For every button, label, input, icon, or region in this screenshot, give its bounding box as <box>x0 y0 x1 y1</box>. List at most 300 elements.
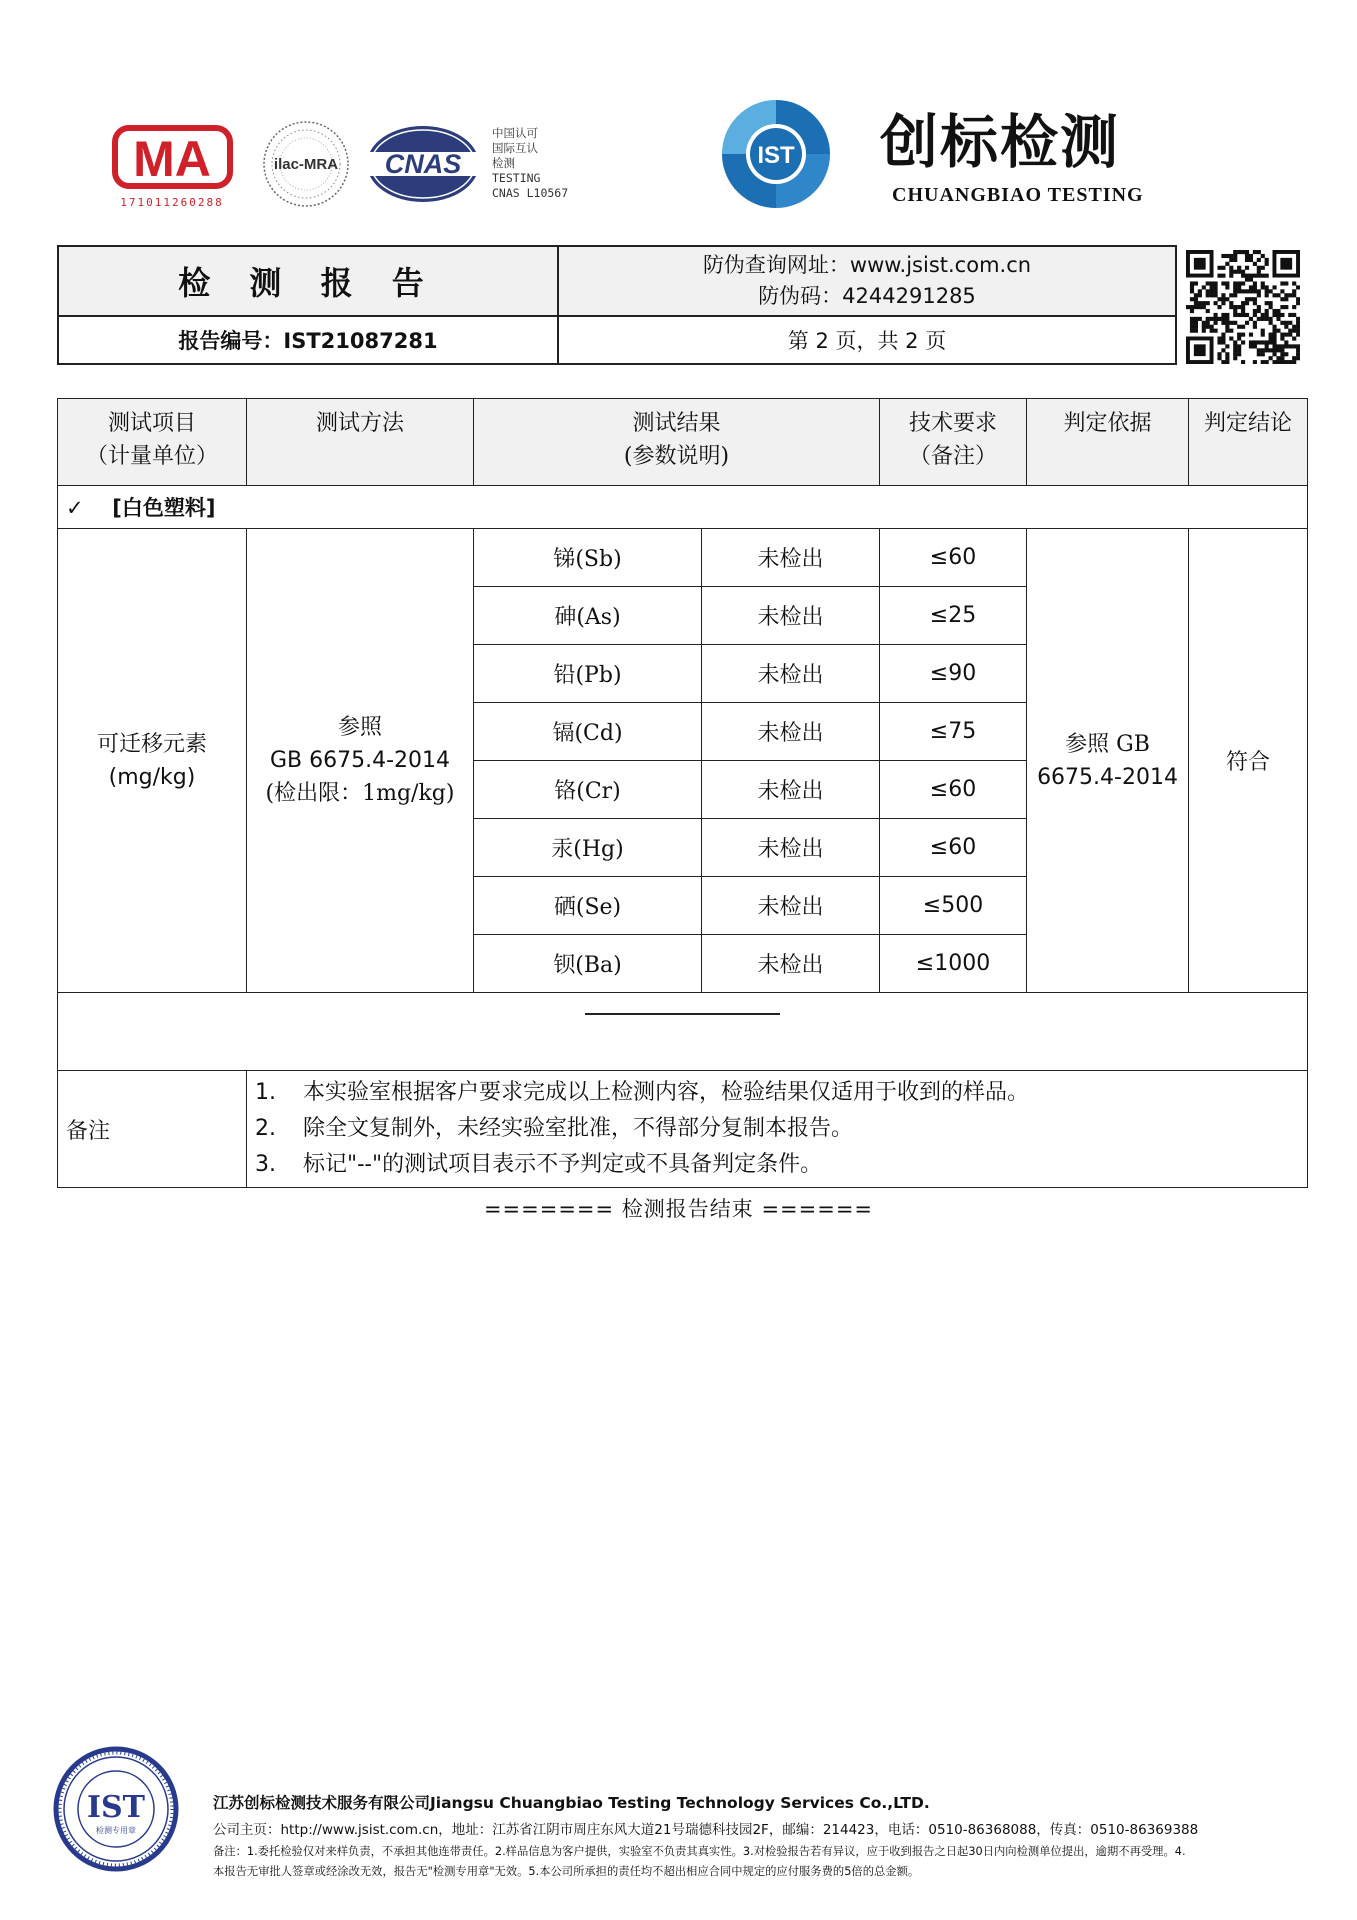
qr-module <box>1292 325 1296 329</box>
qr-module <box>1265 313 1269 317</box>
separator-cell <box>58 993 1308 1071</box>
footer-disclaimer-2: 本报告无审批人签章或经涂改无效，报告无"检测专用章"无效。5.本公司所承担的责任均不超出相应合同中规定的应付服务费的5倍的总金额。 <box>213 1865 920 1878</box>
qr-module <box>1257 250 1261 254</box>
qr-module <box>1284 333 1288 337</box>
qr-module <box>1241 313 1245 317</box>
qr-module <box>1257 340 1261 344</box>
qr-module <box>1210 293 1214 297</box>
qr-module <box>1253 325 1257 329</box>
qr-module <box>1276 356 1280 360</box>
qr-module <box>1194 305 1198 309</box>
result-cell: 未检出 <box>702 819 880 877</box>
qr-module <box>1288 313 1292 317</box>
element-cell: 锑(Sb) <box>474 529 702 587</box>
ist-logo-text: IST <box>757 142 795 169</box>
qr-module <box>1237 289 1241 293</box>
qr-module <box>1229 254 1233 258</box>
element-cell: 铅(Pb) <box>474 645 702 703</box>
category-label <box>58 486 1308 529</box>
qr-module <box>1269 301 1273 305</box>
qr-module <box>1288 293 1292 297</box>
qr-module <box>1249 278 1253 282</box>
qr-module <box>1233 281 1237 285</box>
element-cell: 钡(Ba) <box>474 935 702 993</box>
qr-module <box>1284 321 1288 325</box>
element-cell: 硒(Se) <box>474 877 702 935</box>
footer-contact: 公司主页：http://www.jsist.com.cn，地址：江苏省江阴市周庄东风大道21号瑞德科技园2F，邮编：214423，电话：0510-86368088，传真：0510-86369388 <box>213 1822 1199 1838</box>
qr-module <box>1241 270 1245 274</box>
qr-module <box>1233 309 1237 313</box>
element-cell: 镉(Cd) <box>474 703 702 761</box>
qr-module <box>1237 266 1241 270</box>
qr-module <box>1257 270 1261 274</box>
qr-module <box>1217 352 1221 356</box>
qr-module <box>1225 254 1229 258</box>
qr-module <box>1214 317 1218 321</box>
qr-module <box>1225 281 1229 285</box>
qr-module <box>1249 344 1253 348</box>
qr-module <box>1229 258 1233 262</box>
qr-module <box>1229 301 1233 305</box>
qr-module <box>1257 305 1261 309</box>
header-requirement: 技术要求 （备注） <box>880 399 1027 486</box>
qr-module <box>1261 313 1265 317</box>
qr-module <box>1214 281 1218 285</box>
qr-module <box>1249 254 1253 258</box>
qr-module <box>1296 344 1300 348</box>
qr-module <box>1194 321 1198 325</box>
qr-module <box>1229 266 1233 270</box>
qr-module <box>1292 360 1296 364</box>
cnas-logo <box>363 122 483 207</box>
qr-module <box>1272 333 1276 337</box>
qr-module <box>1280 352 1284 356</box>
qr-module <box>1225 360 1229 364</box>
qr-module <box>1261 333 1265 337</box>
qr-module <box>1221 348 1225 352</box>
qr-module <box>1261 352 1265 356</box>
blank-row <box>58 993 1308 1071</box>
qr-module <box>1186 305 1190 309</box>
qr-module <box>1253 297 1257 301</box>
qr-module <box>1284 325 1288 329</box>
qr-module <box>1245 258 1249 262</box>
qr-module <box>1206 317 1210 321</box>
qr-module <box>1253 344 1257 348</box>
requirement-cell: ≤500 <box>880 877 1027 935</box>
note-item: 2. 除全文复制外，未经实验室批准，不得部分复制本报告。 <box>255 1116 854 1141</box>
qr-finder <box>1280 258 1292 270</box>
report-header-box <box>57 245 1177 365</box>
qr-module <box>1245 278 1249 282</box>
qr-module <box>1237 352 1241 356</box>
qr-module <box>1249 289 1253 293</box>
qr-module <box>1241 340 1245 344</box>
report-number: 报告编号：IST21087281 <box>59 317 559 363</box>
qr-module <box>1221 281 1225 285</box>
qr-module <box>1190 317 1194 321</box>
qr-module <box>1237 313 1241 317</box>
table-row <box>58 529 1308 587</box>
qr-module <box>1233 344 1237 348</box>
qr-module <box>1249 333 1253 337</box>
qr-module <box>1206 309 1210 313</box>
qr-module <box>1225 325 1229 329</box>
qr-module <box>1202 301 1206 305</box>
qr-module <box>1296 329 1300 333</box>
conclusion-cell: 符合 <box>1189 529 1308 993</box>
qr-module <box>1276 329 1280 333</box>
qr-module <box>1221 301 1225 305</box>
qr-module <box>1284 344 1288 348</box>
qr-module <box>1257 266 1261 270</box>
footer-company: 江苏创标检测技术服务有限公司Jiangsu Chuangbiao Testing Technology Services Co.,LTD. <box>213 1794 930 1812</box>
qr-module <box>1198 301 1202 305</box>
notes-list <box>247 1071 1308 1188</box>
requirement-cell: ≤90 <box>880 645 1027 703</box>
qr-module <box>1202 329 1206 333</box>
qr-module <box>1217 274 1221 278</box>
qr-module <box>1269 305 1273 309</box>
qr-module <box>1237 250 1241 254</box>
qr-module <box>1265 348 1269 352</box>
qr-module <box>1214 313 1218 317</box>
qr-module <box>1272 336 1276 340</box>
qr-module <box>1198 305 1202 309</box>
qr-module <box>1245 321 1249 325</box>
qr-module <box>1202 325 1206 329</box>
qr-module <box>1292 305 1296 309</box>
qr-module <box>1292 356 1296 360</box>
requirement-cell: ≤60 <box>880 819 1027 877</box>
header-conclusion: 判定结论 <box>1189 399 1308 486</box>
qr-module <box>1257 258 1261 262</box>
qr-module <box>1190 297 1194 301</box>
qr-module <box>1257 293 1261 297</box>
qr-module <box>1237 348 1241 352</box>
results-table <box>57 398 1308 1188</box>
qr-module <box>1284 352 1288 356</box>
qr-module <box>1253 285 1257 289</box>
qr-module <box>1265 289 1269 293</box>
qr-module <box>1280 336 1284 340</box>
header-basis: 判定依据 <box>1027 399 1189 486</box>
qr-module <box>1272 340 1276 344</box>
qr-module <box>1280 333 1284 337</box>
qr-module <box>1253 262 1257 266</box>
qr-module <box>1190 281 1194 285</box>
requirement-cell: ≤1000 <box>880 935 1027 993</box>
ist-seal-icon <box>52 1745 180 1873</box>
qr-module <box>1249 340 1253 344</box>
qr-module <box>1284 360 1288 364</box>
qr-module <box>1253 250 1257 254</box>
qr-module <box>1296 301 1300 305</box>
qr-module <box>1249 297 1253 301</box>
qr-module <box>1280 321 1284 325</box>
qr-module <box>1261 266 1265 270</box>
qr-module <box>1269 348 1273 352</box>
qr-module <box>1257 352 1261 356</box>
qr-module <box>1221 340 1225 344</box>
qr-module <box>1265 317 1269 321</box>
qr-module <box>1233 313 1237 317</box>
verify-url: 防伪查询网址：www.jsist.com.cn <box>702 253 1032 277</box>
qr-module <box>1276 360 1280 364</box>
qr-module <box>1269 321 1273 325</box>
anti-counterfeit-info <box>559 247 1175 317</box>
qr-module <box>1276 344 1280 348</box>
qr-module <box>1225 356 1229 360</box>
qr-module <box>1214 321 1218 325</box>
qr-module <box>1292 336 1296 340</box>
requirement-cell: ≤25 <box>880 587 1027 645</box>
qr-module <box>1225 352 1229 356</box>
qr-module <box>1280 281 1284 285</box>
notes-row <box>58 1071 1308 1188</box>
qr-module <box>1284 297 1288 301</box>
qr-module <box>1261 317 1265 321</box>
qr-module <box>1253 309 1257 313</box>
qr-module <box>1249 274 1253 278</box>
qr-module <box>1245 266 1249 270</box>
qr-module <box>1190 305 1194 309</box>
qr-module <box>1245 289 1249 293</box>
qr-module <box>1233 250 1237 254</box>
qr-module <box>1296 348 1300 352</box>
qr-module <box>1221 274 1225 278</box>
qr-module <box>1190 325 1194 329</box>
qr-code <box>1186 250 1300 364</box>
qr-module <box>1229 329 1233 333</box>
ist-logo <box>718 96 834 212</box>
qr-module <box>1210 289 1214 293</box>
qr-module <box>1296 333 1300 337</box>
qr-module <box>1265 340 1269 344</box>
separator-line <box>585 1013 780 1015</box>
qr-module <box>1261 340 1265 344</box>
qr-module <box>1261 285 1265 289</box>
qr-module <box>1190 329 1194 333</box>
qr-module <box>1276 309 1280 313</box>
qr-module <box>1269 356 1273 360</box>
qr-module <box>1261 348 1265 352</box>
qr-module <box>1261 281 1265 285</box>
qr-module <box>1280 305 1284 309</box>
qr-module <box>1249 285 1253 289</box>
qr-module <box>1194 329 1198 333</box>
element-cell: 砷(As) <box>474 587 702 645</box>
qr-module <box>1269 289 1273 293</box>
basis-cell: 参照 GB 6675.4-2014 <box>1027 529 1189 993</box>
qr-module <box>1253 313 1257 317</box>
qr-module <box>1241 305 1245 309</box>
qr-module <box>1245 297 1249 301</box>
qr-module <box>1190 289 1194 293</box>
qr-module <box>1265 285 1269 289</box>
seal-sub: 检测专用章 <box>96 1826 136 1835</box>
qr-module <box>1225 297 1229 301</box>
result-cell: 未检出 <box>702 529 880 587</box>
qr-finder <box>1194 344 1206 356</box>
qr-module <box>1288 344 1292 348</box>
qr-module <box>1280 344 1284 348</box>
qr-module <box>1221 313 1225 317</box>
footer-disclaimer-1: 备注：1.委托检验仅对来样负责，不承担其他连带责任。2.样品信息为客户提供，实验室不负责其真实性。3.对检验报告若有异议，应于收到报告之日起30日内向检测单位提出，逾期不再受理。4. <box>213 1845 1186 1858</box>
seal-text: IST <box>86 1790 146 1825</box>
qr-module <box>1296 297 1300 301</box>
qr-module <box>1245 274 1249 278</box>
qr-module <box>1237 336 1241 340</box>
qr-module <box>1237 333 1241 337</box>
qr-module <box>1272 325 1276 329</box>
qr-module <box>1221 360 1225 364</box>
qr-module <box>1272 360 1276 364</box>
qr-module <box>1190 285 1194 289</box>
qr-module <box>1221 254 1225 258</box>
qr-module <box>1284 293 1288 297</box>
qr-module <box>1276 348 1280 352</box>
qr-module <box>1261 274 1265 278</box>
qr-module <box>1241 289 1245 293</box>
qr-module <box>1210 281 1214 285</box>
ilac-mra-logo <box>260 118 352 210</box>
qr-module <box>1272 344 1276 348</box>
qr-module <box>1194 297 1198 301</box>
qr-module <box>1296 356 1300 360</box>
qr-module <box>1253 274 1257 278</box>
qr-module <box>1233 340 1237 344</box>
qr-module <box>1257 317 1261 321</box>
qr-module <box>1292 289 1296 293</box>
qr-module <box>1265 293 1269 297</box>
report-title: 检 测 报 告 <box>59 247 559 317</box>
page-indicator: 第 2 页，共 2 页 <box>787 329 947 353</box>
qr-module <box>1194 317 1198 321</box>
qr-module <box>1245 313 1249 317</box>
qr-module <box>1249 258 1253 262</box>
qr-module <box>1276 317 1280 321</box>
qr-module <box>1206 301 1210 305</box>
qr-module <box>1202 321 1206 325</box>
qr-module <box>1221 321 1225 325</box>
qr-module <box>1214 301 1218 305</box>
qr-module <box>1257 309 1261 313</box>
qr-module <box>1221 317 1225 321</box>
qr-module <box>1214 289 1218 293</box>
qr-module <box>1241 274 1245 278</box>
qr-module <box>1225 285 1229 289</box>
qr-module <box>1276 313 1280 317</box>
qr-module <box>1206 321 1210 325</box>
qr-module <box>1229 274 1233 278</box>
element-cell: 汞(Hg) <box>474 819 702 877</box>
qr-module <box>1253 340 1257 344</box>
qr-module <box>1194 325 1198 329</box>
qr-module <box>1229 336 1233 340</box>
qr-module <box>1292 344 1296 348</box>
qr-module <box>1241 325 1245 329</box>
table-header-row <box>58 399 1308 486</box>
qr-module <box>1292 313 1296 317</box>
result-cell: 未检出 <box>702 761 880 819</box>
qr-module <box>1241 309 1245 313</box>
qr-module <box>1269 340 1273 344</box>
header-test-item: 测试项目 （计量单位） <box>58 399 247 486</box>
qr-module <box>1221 336 1225 340</box>
qr-module <box>1241 281 1245 285</box>
qr-module <box>1229 305 1233 309</box>
qr-module <box>1296 317 1300 321</box>
qr-module <box>1265 301 1269 305</box>
qr-module <box>1194 301 1198 305</box>
qr-module <box>1265 258 1269 262</box>
qr-module <box>1265 309 1269 313</box>
ilac-text: ilac-MRA <box>273 156 339 173</box>
qr-module <box>1272 313 1276 317</box>
qr-module <box>1265 360 1269 364</box>
qr-module <box>1249 317 1253 321</box>
qr-module <box>1280 289 1284 293</box>
qr-module <box>1206 289 1210 293</box>
qr-module <box>1225 313 1229 317</box>
qr-module <box>1288 329 1292 333</box>
qr-module <box>1233 258 1237 262</box>
qr-module <box>1229 270 1233 274</box>
result-cell: 未检出 <box>702 703 880 761</box>
qr-module <box>1217 317 1221 321</box>
qr-module <box>1237 270 1241 274</box>
method-cell: 参照 GB 6675.4-2014 (检出限：1mg/kg) <box>247 529 474 993</box>
ma-logo-text: MA <box>133 131 211 187</box>
qr-module <box>1206 281 1210 285</box>
requirement-cell: ≤60 <box>880 761 1027 819</box>
qr-module <box>1241 301 1245 305</box>
qr-module <box>1217 305 1221 309</box>
check-icon: ✓ <box>66 496 84 520</box>
cnas-accreditation-note: 中国认可 国际互认 检测 TESTING CNAS L10567 <box>492 126 569 200</box>
qr-module <box>1237 305 1241 309</box>
qr-module <box>1217 356 1221 360</box>
qr-module <box>1253 360 1257 364</box>
qr-module <box>1225 321 1229 325</box>
qr-module <box>1280 356 1284 360</box>
qr-module <box>1221 297 1225 301</box>
qr-module <box>1280 297 1284 301</box>
qr-module <box>1214 293 1218 297</box>
header-test-method: 测试方法 <box>247 399 474 486</box>
qr-module <box>1288 360 1292 364</box>
qr-module <box>1284 281 1288 285</box>
qr-module <box>1272 352 1276 356</box>
qr-module <box>1296 325 1300 329</box>
qr-module <box>1225 344 1229 348</box>
qr-module <box>1292 329 1296 333</box>
qr-finder <box>1194 258 1206 270</box>
qr-module <box>1284 305 1288 309</box>
qr-module <box>1237 325 1241 329</box>
qr-module <box>1229 293 1233 297</box>
qr-module <box>1225 262 1229 266</box>
qr-module <box>1272 293 1276 297</box>
qr-module <box>1269 336 1273 340</box>
qr-module <box>1241 333 1245 337</box>
qr-module <box>1233 305 1237 309</box>
qr-module <box>1276 293 1280 297</box>
qr-module <box>1237 281 1241 285</box>
qr-module <box>1253 301 1257 305</box>
result-cell: 未检出 <box>702 645 880 703</box>
